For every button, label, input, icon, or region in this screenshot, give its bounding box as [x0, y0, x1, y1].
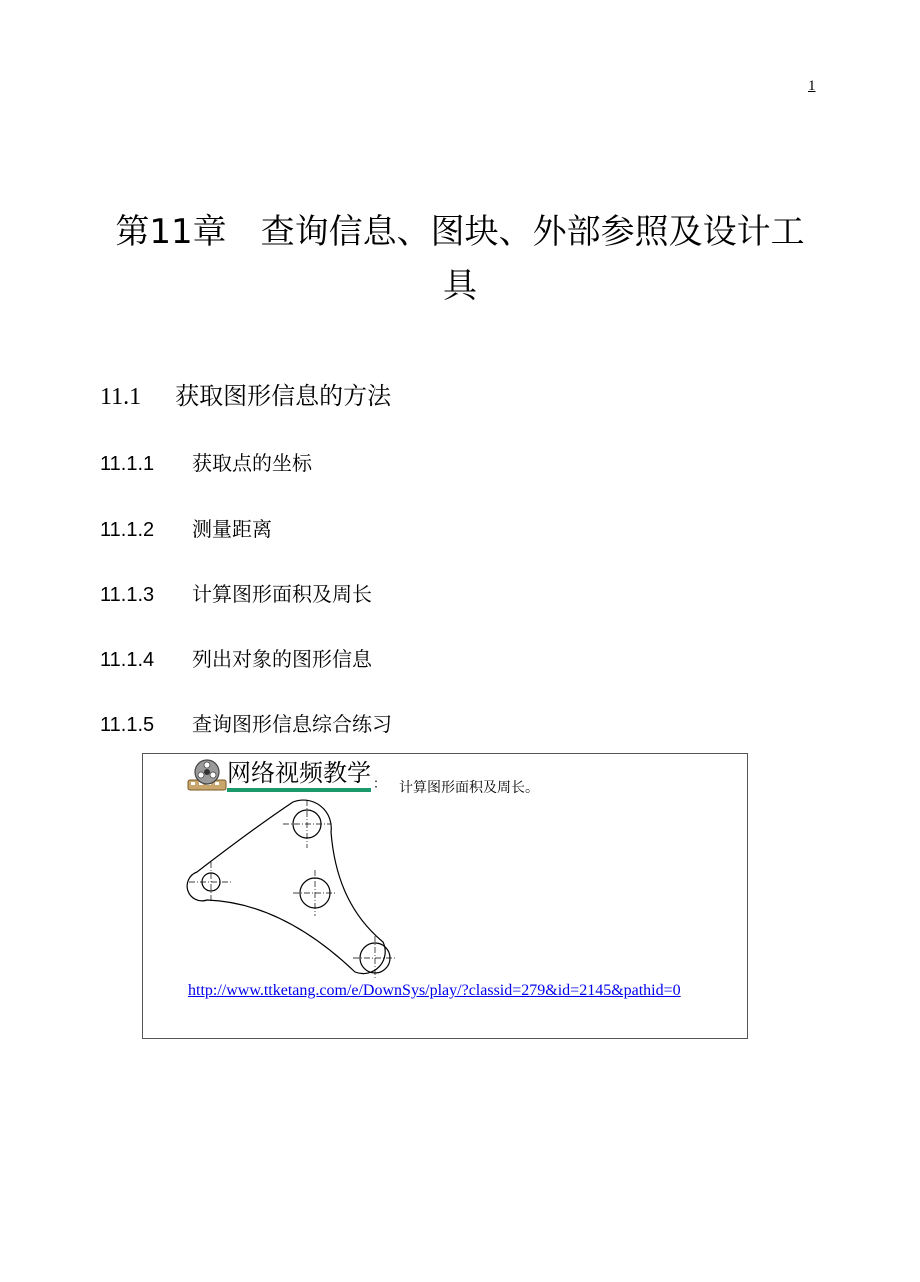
subsection-heading: [100, 447, 312, 476]
subsection-number: 11.1.2: [100, 519, 155, 541]
subsection-number: 11.1.4: [100, 649, 155, 671]
mechanical-part-drawing: [183, 792, 403, 982]
subsection-heading: [100, 578, 372, 607]
subsection-title: 列出对象的图形信息: [192, 647, 372, 671]
subsection-title: 查询图形信息综合练习: [192, 712, 392, 736]
subsection-heading: [100, 708, 392, 737]
page-number: 1: [808, 78, 816, 94]
chapter-title: 第11章 查询信息、图块、外部参照及设计工具: [115, 212, 805, 306]
subsection-heading: [100, 513, 272, 542]
film-reel-icon: [187, 758, 227, 792]
subsection-title: 测量距离: [192, 517, 272, 541]
video-caption: 计算图形面积及周长。: [399, 780, 539, 796]
banner-title: 网络视频教学: [227, 758, 371, 792]
subsection-title: 获取点的坐标: [192, 451, 312, 475]
video-tutorial-box: [142, 753, 748, 1039]
video-banner[interactable]: [187, 756, 386, 792]
subsection-heading: [100, 643, 372, 672]
video-link[interactable]: http://www.ttketang.com/e/DownSys/play/?classid=279&id=2145&pathid=0: [188, 982, 681, 999]
section-heading: [100, 376, 391, 411]
section-title-text: 获取图形信息的方法: [175, 382, 392, 410]
subsection-number: 11.1.5: [100, 714, 155, 736]
subsection-number: 11.1.3: [100, 584, 155, 606]
subsection-title: 计算图形面积及周长: [192, 582, 372, 606]
banner-colon: ：: [373, 777, 387, 792]
section-number: 11.1: [100, 384, 142, 410]
subsection-number: 11.1.1: [100, 453, 155, 475]
